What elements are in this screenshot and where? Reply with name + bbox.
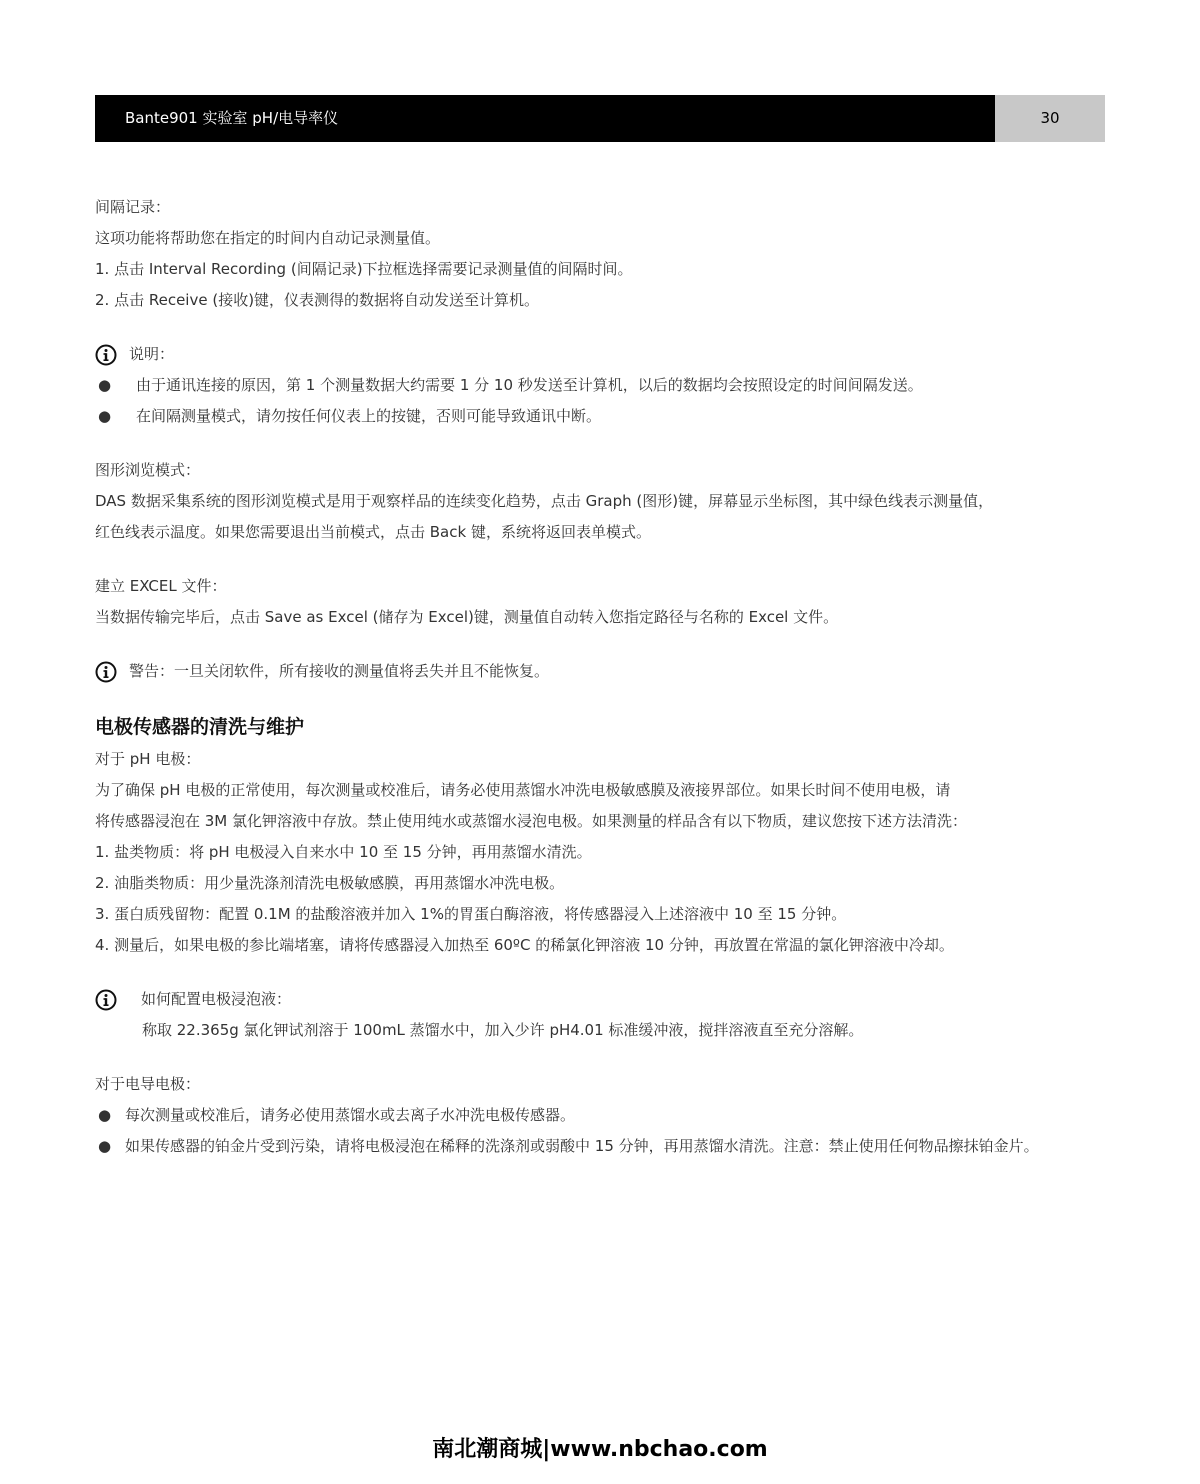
excel-text: 当数据传输完毕后，点击 Save as Excel (储存为 Excel)键，测量值自动转入您指定路径与名称的 Excel 文件。 — [95, 608, 839, 626]
list-item — [95, 1100, 1107, 1131]
ph-step: 4. 测量后，如果电极的参比端堵塞，请将传感器浸入加热至 60ºC 的稀氯化钾溶液 10 分钟，再放置在常温的氯化钾溶液中冷却。 — [95, 936, 954, 954]
bullet-text: 在间隔测量模式，请勿按任何仪表上的按键，否则可能导致通讯中断。 — [136, 407, 602, 425]
ph-heading: 对于 pH 电极： — [95, 750, 201, 768]
section-heading: 电极传感器的清洗与维护 — [95, 716, 305, 738]
note-label: 说明： — [129, 345, 175, 363]
bullet-icon: ● — [98, 1137, 112, 1155]
ph-text-line: 为了确保 pH 电极的正常使用，每次测量或校准后，请务必使用蒸馏水冲洗电极敏感膜及液接界部位。如果长时间不使用电极，请 — [95, 781, 951, 799]
bullet-text: 由于通讯连接的原因，第 1 个测量数据大约需要 1 分 10 秒发送至计算机，以后的数据均会按照设定的时间间隔发送。 — [136, 376, 923, 394]
info-icon — [95, 344, 117, 366]
interval-heading: 间隔记录： — [95, 198, 171, 216]
graph-text-line: 红色线表示温度。如果您需要退出当前模式，点击 Back 键，系统将返回表单模式。 — [95, 523, 651, 541]
bullet-icon: ● — [98, 376, 112, 394]
ph-step: 3. 蛋白质残留物：配置 0.1M 的盐酸溶液并加入 1%的胃蛋白酶溶液，将传感器浸入上述溶液中 10 至 15 分钟。 — [95, 905, 847, 923]
note-heading — [95, 339, 1107, 370]
bullet-icon: ● — [98, 1106, 112, 1124]
interval-step: 1. 点击 Interval Recording (间隔记录)下拉框选择需要记录测量值的间隔时间。 — [95, 260, 633, 278]
page-header — [95, 95, 1105, 142]
list-item — [95, 1131, 1107, 1162]
ph-step: 2. 油脂类物质：用少量洗涤剂清洗电极敏感膜，再用蒸馏水冲洗电极。 — [95, 874, 565, 892]
info-icon — [95, 989, 117, 1011]
interval-intro: 这项功能将帮助您在指定的时间内自动记录测量值。 — [95, 229, 441, 247]
warning-text: 警告：一旦关闭软件，所有接收的测量值将丢失并且不能恢复。 — [129, 662, 550, 680]
info-icon — [95, 661, 117, 683]
soak-text: 称取 22.365g 氯化钾试剂溶于 100mL 蒸馏水中，加入少许 pH4.01 标准缓冲液，搅拌溶液直至充分溶解。 — [142, 1021, 864, 1039]
page-number: 30 — [995, 95, 1105, 142]
excel-heading: 建立 EXCEL 文件： — [95, 577, 227, 595]
footer-watermark: 南北潮商城|www.nbchao.com — [432, 1437, 768, 1462]
soak-heading: 如何配置电极浸泡液： — [141, 990, 292, 1008]
soak-note — [95, 984, 1107, 1015]
bullet-icon: ● — [98, 407, 112, 425]
interval-step: 2. 点击 Receive (接收)键，仪表测得的数据将自动发送至计算机。 — [95, 291, 540, 309]
warning-note — [95, 656, 1107, 687]
graph-heading: 图形浏览模式： — [95, 461, 201, 479]
bullet-text: 如果传感器的铂金片受到污染，请将电极浸泡在稀释的洗涤剂或弱酸中 15 分钟，再用蒸馏水清洗。注意：禁止使用任何物品擦抹铂金片。 — [125, 1137, 1039, 1155]
list-item — [95, 370, 1107, 401]
cond-heading: 对于电导电极： — [95, 1075, 201, 1093]
graph-text-line: DAS 数据采集系统的图形浏览模式是用于观察样品的连续变化趋势，点击 Graph (图形)键，屏幕显示坐标图，其中绿色线表示测量值， — [95, 492, 994, 510]
bullet-text: 每次测量或校准后，请务必使用蒸馏水或去离子水冲洗电极传感器。 — [125, 1106, 576, 1124]
list-item — [95, 401, 1107, 432]
page-content — [95, 192, 1107, 1162]
ph-text-line: 将传感器浸泡在 3M 氯化钾溶液中存放。禁止使用纯水或蒸馏水浸泡电极。如果测量的样品含有以下物质，建议您按下述方法清洗： — [95, 812, 968, 830]
ph-step: 1. 盐类物质：将 pH 电极浸入自来水中 10 至 15 分钟，再用蒸馏水清洗。 — [95, 843, 592, 861]
header-title: Bante901 实验室 pH/电导率仪 — [95, 95, 995, 142]
